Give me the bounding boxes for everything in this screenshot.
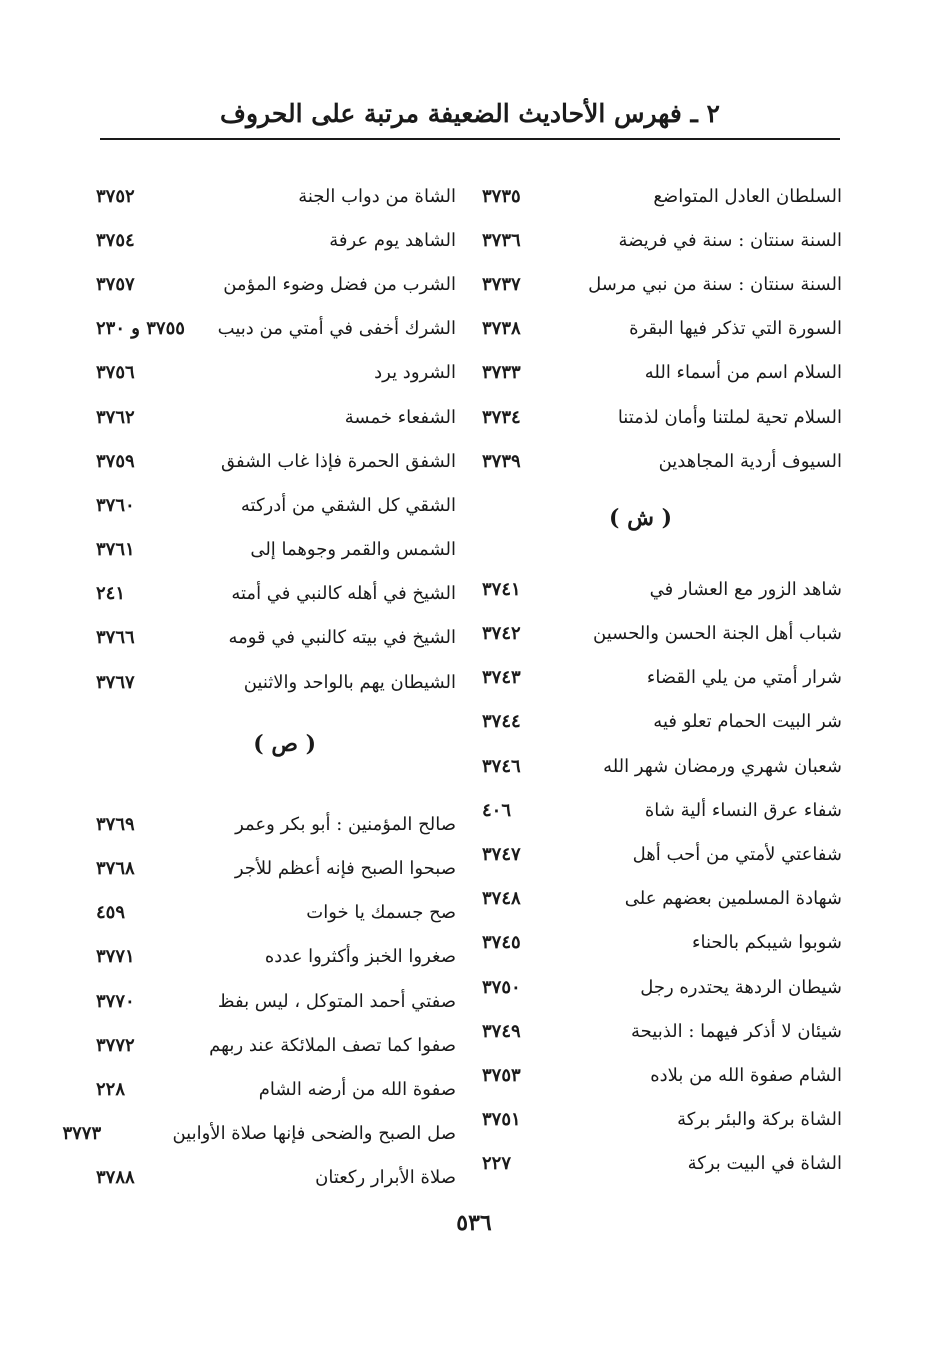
entry-number: ٣٧٦٢ <box>96 406 135 428</box>
index-entry <box>482 395 842 439</box>
entry-number: ٢٢٨ <box>96 1078 126 1100</box>
entry-number: ٢٤١ <box>96 583 126 605</box>
entry-number: ٣٧٤٦ <box>482 755 521 777</box>
index-entry <box>482 1009 842 1053</box>
entry-text: شفاعتي لأمتي من أحب أهل <box>632 844 842 866</box>
entry-text: السلطان العادل المتواضع <box>653 185 842 207</box>
index-entry <box>96 174 456 218</box>
entry-number: ٣٧٨٨ <box>96 1167 135 1189</box>
index-entry <box>482 921 842 965</box>
entry-text: شرار أمتي من يلي القضاء <box>646 667 842 689</box>
entry-text: صح جسمك يا خوات <box>306 902 456 924</box>
entry-number: ٣٧٤٣ <box>482 667 521 689</box>
entry-text: صفوة الله من أرضه الشام <box>258 1078 456 1100</box>
entry-number: ٣٧٥٠ <box>482 976 521 998</box>
entry-number: ٣٧٣٥ <box>482 185 521 207</box>
index-column-left <box>62 174 456 1200</box>
index-column-right <box>482 174 842 1186</box>
index-entry <box>482 612 842 656</box>
entry-number: ٣٧٥٣ <box>482 1064 521 1086</box>
entry-text: صبحوا الصبح فإنه أعظم للأجر <box>234 858 456 880</box>
index-entry <box>96 802 456 846</box>
entry-number: ٣٧٣٤ <box>482 406 521 428</box>
index-entry <box>482 877 842 921</box>
entry-number: ٣٧٦٦ <box>96 627 135 649</box>
entry-number: ٣٧٤٩ <box>482 1020 521 1042</box>
entry-text: الشرود يرد <box>374 362 456 384</box>
index-entry <box>96 891 456 935</box>
entry-text: شهادة المسلمين بعضهم على <box>624 888 842 910</box>
entry-number: ٣٧٧٢ <box>96 1034 135 1056</box>
entry-text: شباب أهل الجنة الحسن والحسين <box>593 623 842 645</box>
index-entry <box>482 1142 842 1186</box>
entry-text: شر البيت الحمام تعلو فيه <box>653 711 842 733</box>
entry-text: الشاة في البيت بركة <box>687 1153 842 1175</box>
index-entry <box>96 307 456 351</box>
index-entry <box>96 351 456 395</box>
entry-number: ٣٧٣٩ <box>482 450 521 472</box>
section-heading-sheen: ( ش ) <box>609 505 672 532</box>
entry-number: ٣٧٥٥ و ٢٣٠ <box>96 318 185 340</box>
entry-text: شيطان الردهة يحتدره رجل <box>640 976 842 998</box>
section-heading-sad: ( ص ) <box>253 731 316 758</box>
index-entry <box>482 965 842 1009</box>
entry-number: ٣٧٧٣ <box>62 1123 102 1145</box>
index-entry <box>482 567 842 611</box>
index-entry <box>96 395 456 439</box>
entry-text: السلام تحية لملتنا وأمان لذمتنا <box>617 406 842 428</box>
entry-text: الشفق الحمرة فإذا غاب الشفق <box>220 450 456 472</box>
entry-number: ٣٧٣٧ <box>482 273 521 295</box>
entry-number: ٣٧٤٥ <box>482 932 521 954</box>
entry-text: صل الصبح والضحى فإنها صلاة الأوابين <box>172 1123 456 1145</box>
index-entry <box>96 528 456 572</box>
entry-number: ٣٧٥١ <box>482 1109 521 1131</box>
header-divider <box>100 138 840 140</box>
entry-text: صفتي أحمد المتوكل ، ليس بفظ <box>217 990 456 1012</box>
spacer <box>482 553 842 567</box>
entry-text: صالح المؤمنين : أبو بكر وعمر <box>235 813 456 835</box>
index-entry <box>482 832 842 876</box>
entry-text: شاهد الزور مع العشار في <box>649 578 842 600</box>
entry-number: ٣٧٥٧ <box>96 273 135 295</box>
entry-number: ٣٧٧١ <box>96 946 135 968</box>
index-entry <box>96 979 456 1023</box>
entry-text: الشرب من فضل وضوء المؤمن <box>223 273 456 295</box>
entry-number: ٣٧٥٤ <box>96 229 135 251</box>
entry-number: ٤٥٩ <box>96 902 126 924</box>
entry-text: الشيطان يهم بالواحد والاثنين <box>243 671 456 693</box>
index-entry <box>96 1023 456 1067</box>
entry-text: الشرك أخفى في أمتي من دبيب <box>217 318 456 340</box>
entry-number: ٣٧٥٩ <box>96 450 135 472</box>
entry-group-sheen-end <box>96 174 456 704</box>
entry-text: الشقي كل الشقي من أدركته <box>240 494 456 516</box>
entry-number: ٣٧٦١ <box>96 539 135 561</box>
entry-number: ٣٧٧٠ <box>96 990 135 1012</box>
entry-text: صغروا الخبز وأكثروا عدده <box>264 946 456 968</box>
entry-number: ٣٧٦٨ <box>96 858 135 880</box>
entry-number: ٣٧٦٠ <box>96 494 135 516</box>
index-entry <box>96 1067 456 1111</box>
entry-text: الشام صفوة الله من بلاده <box>650 1064 842 1086</box>
index-entry <box>96 572 456 616</box>
entry-text: السنة سنتان : سنة من نبي مرسل <box>588 273 842 295</box>
entry-text: السلام اسم من أسماء الله <box>644 362 842 384</box>
index-entry <box>96 616 456 660</box>
index-entry <box>482 1098 842 1142</box>
index-entry <box>482 307 842 351</box>
entry-group-sad <box>62 802 456 1200</box>
index-entry <box>96 439 456 483</box>
entry-number: ٣٧٤١ <box>482 578 521 600</box>
index-entry <box>482 439 842 483</box>
entry-text: شعبان شهري ورمضان شهر الله <box>603 755 842 777</box>
index-entry <box>96 483 456 527</box>
index-entry <box>482 788 842 832</box>
index-entry <box>482 744 842 788</box>
entry-text: السيوف أردية المجاهدين <box>658 450 842 472</box>
entry-text: صفوا كما تصف الملائكة عند ربهم <box>209 1034 456 1056</box>
entry-text: الشاة بركة والبئر بركة <box>677 1109 842 1131</box>
entry-number: ٣٧٤٧ <box>482 844 521 866</box>
entry-number: ٣٧٤٤ <box>482 711 521 733</box>
entry-number: ٣٧٣٦ <box>482 229 521 251</box>
index-entry <box>482 700 842 744</box>
entry-text: شيئان لا أذكر فيهما : الذبيحة <box>631 1020 842 1042</box>
index-entry <box>482 351 842 395</box>
entry-text: الشاهد يوم عرفة <box>329 229 456 251</box>
index-entry <box>482 1053 842 1097</box>
entry-text: الشفعاء خمسة <box>344 406 456 428</box>
entry-number: ٣٧٦٧ <box>96 671 135 693</box>
index-entry <box>96 660 456 704</box>
index-entry <box>96 1156 456 1200</box>
page-number: ٥٣٦ <box>456 1210 492 1236</box>
entry-text: السنة سنتان : سنة في فريضة <box>618 229 842 251</box>
entry-text: الشاة من دواب الجنة <box>298 185 456 207</box>
index-entry <box>482 174 842 218</box>
entry-number: ٣٧٥٢ <box>96 185 135 207</box>
entry-number: ٣٧٣٣ <box>482 362 521 384</box>
page-title: ٢ ـ فهرس الأحاديث الضعيفة مرتبة على الحروف <box>220 99 720 128</box>
index-entry <box>96 935 456 979</box>
entry-text: الشمس والقمر وجوهما إلى <box>250 539 456 561</box>
index-entry <box>482 262 842 306</box>
entry-number: ٢٢٧ <box>482 1153 512 1175</box>
index-entry <box>482 218 842 262</box>
spacer <box>96 784 456 802</box>
entry-number: ٤٠٦ <box>482 799 512 821</box>
index-entry <box>96 846 456 890</box>
entry-number: ٣٧٦٩ <box>96 813 135 835</box>
entry-number: ٣٧٥٦ <box>96 362 135 384</box>
entry-text: السورة التي تذكر فيها البقرة <box>629 318 842 340</box>
entry-number: ٣٧٤٢ <box>482 623 521 645</box>
index-entry <box>482 656 842 700</box>
entry-text: الشيخ في أهله كالنبي في أمته <box>231 583 456 605</box>
entry-group-sheen <box>482 567 842 1186</box>
entry-text: صلاة الأبرار ركعتان <box>315 1167 456 1189</box>
entry-text: شفاء عرق النساء ألية شاة <box>644 799 842 821</box>
entry-group-seen-end <box>482 174 842 483</box>
index-entry <box>96 218 456 262</box>
entry-number: ٣٧٤٨ <box>482 888 521 910</box>
index-entry <box>96 262 456 306</box>
entry-text: الشيخ في بيته كالنبي في قومه <box>228 627 456 649</box>
index-entry <box>62 1112 456 1156</box>
entry-number: ٣٧٣٨ <box>482 318 521 340</box>
entry-text: شوبوا شيبكم بالحناء <box>692 932 842 954</box>
